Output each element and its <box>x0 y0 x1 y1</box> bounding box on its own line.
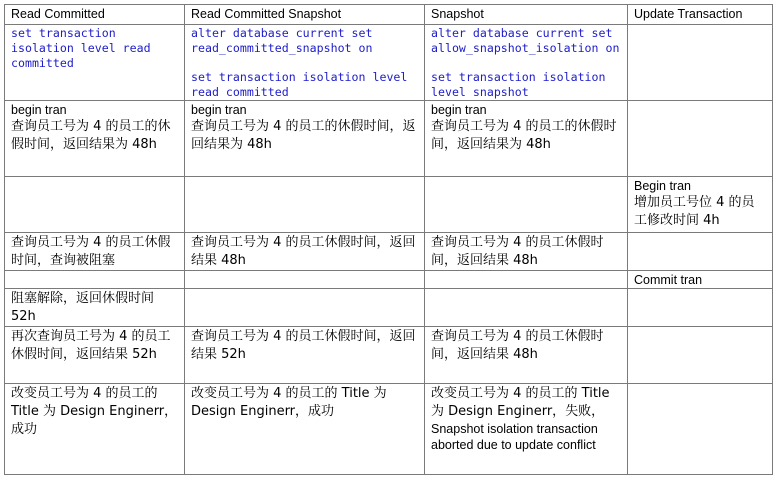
begin-snapshot-cell <box>425 101 628 177</box>
update-row <box>5 177 773 233</box>
commit-snapshot-cell <box>425 271 628 289</box>
unblock-rcs-cell <box>185 289 425 327</box>
setup-rcs-alter-code: alter database current set read_committed_snapshot on <box>191 26 373 55</box>
begin-tran-text: begin tran <box>11 103 67 117</box>
update-transaction-cell <box>628 177 773 233</box>
third-query-read-committed-cell <box>5 327 185 384</box>
setup-rcs-set-code: set transaction isolation level read committed <box>191 70 408 99</box>
query-text: 查询员工号为 4 的员工休假时间，查询被阻塞 <box>11 235 171 268</box>
change-rcs-cell <box>185 384 425 475</box>
change-text: 改变员工号为 4 的员工的 Title 为 Design Enginerr，失败， <box>431 386 610 419</box>
begin-rcs-cell <box>185 101 425 177</box>
setup-snapshot-cell <box>425 25 628 101</box>
commit-tran-text: Commit tran <box>634 273 703 287</box>
query-text: 查询员工号为 4 的员工的休假时间，返回结果为 48h <box>191 119 416 152</box>
setup-snapshot-alter-code: alter database current set allow_snapshot_isolation on <box>431 26 620 55</box>
header-snapshot: Snapshot <box>425 5 628 25</box>
header-row <box>5 5 773 25</box>
isolation-comparison-table <box>4 4 773 475</box>
query-text: 查询员工号为 4 的员工休假时间，返回结果 48h <box>191 235 416 268</box>
query-text: 查询员工号为 4 的员工的休假时间，返回结果为 48h <box>431 119 617 152</box>
second-query-update-cell <box>628 233 773 271</box>
query-text: 再次查询员工号为 4 的员工休假时间，返回结果 52h <box>11 329 171 362</box>
begin-row <box>5 101 773 177</box>
commit-read-committed-cell <box>5 271 185 289</box>
unblock-update-cell <box>628 289 773 327</box>
begin-tran-text: begin tran <box>431 103 487 117</box>
change-snapshot-cell <box>425 384 628 475</box>
setup-row <box>5 25 773 101</box>
update-read-committed-cell <box>5 177 185 233</box>
change-read-committed-cell <box>5 384 185 475</box>
commit-row <box>5 271 773 289</box>
change-row <box>5 384 773 475</box>
begin-read-committed-cell <box>5 101 185 177</box>
change-text: 改变员工号为 4 的员工的 Title 为 Design Enginerr，成功 <box>11 386 178 437</box>
commit-rcs-cell <box>185 271 425 289</box>
begin-update-cell <box>628 101 773 177</box>
query-text: 查询员工号为 4 的员工休假时间，返回结果 52h <box>191 329 416 362</box>
update-begin-tran-text: Begin tran <box>634 179 691 193</box>
update-snapshot-cell <box>425 177 628 233</box>
third-query-snapshot-cell <box>425 327 628 384</box>
setup-rcs-cell <box>185 25 425 101</box>
setup-read-committed-cell <box>5 25 185 101</box>
update-description-text: 增加员工号位 4 的员工修改时间 4h <box>634 195 755 228</box>
update-rcs-cell <box>185 177 425 233</box>
unblock-snapshot-cell <box>425 289 628 327</box>
unblock-text: 阻塞解除，返回休假时间 52h <box>11 291 155 324</box>
third-query-update-cell <box>628 327 773 384</box>
change-text: 改变员工号为 4 的员工的 Title 为 Design Enginerr，成功 <box>191 386 387 419</box>
header-read-committed-snapshot: Read Committed Snapshot <box>185 5 425 25</box>
unblock-row <box>5 289 773 327</box>
change-update-cell <box>628 384 773 475</box>
second-query-rcs-cell <box>185 233 425 271</box>
third-query-rcs-cell <box>185 327 425 384</box>
setup-update-cell <box>628 25 773 101</box>
begin-tran-text: begin tran <box>191 103 247 117</box>
header-read-committed: Read Committed <box>5 5 185 25</box>
update-conflict-error-text: Snapshot isolation transaction aborted due to update conflict <box>431 422 598 452</box>
query-text: 查询员工号为 4 的员工的休假时间，返回结果为 48h <box>11 119 171 152</box>
query-text: 查询员工号为 4 的员工休假时间，返回结果 48h <box>431 235 604 268</box>
header-update-transaction: Update Transaction <box>628 5 773 25</box>
unblock-read-committed-cell <box>5 289 185 327</box>
query-text: 查询员工号为 4 的员工休假时间，返回结果 48h <box>431 329 604 362</box>
second-query-row <box>5 233 773 271</box>
second-query-read-committed-cell <box>5 233 185 271</box>
setup-snapshot-set-code: set transaction isolation level snapshot <box>431 70 606 99</box>
second-query-snapshot-cell <box>425 233 628 271</box>
setup-read-committed-code: set transaction isolation level read committed <box>11 26 151 70</box>
third-query-row <box>5 327 773 384</box>
commit-update-cell <box>628 271 773 289</box>
